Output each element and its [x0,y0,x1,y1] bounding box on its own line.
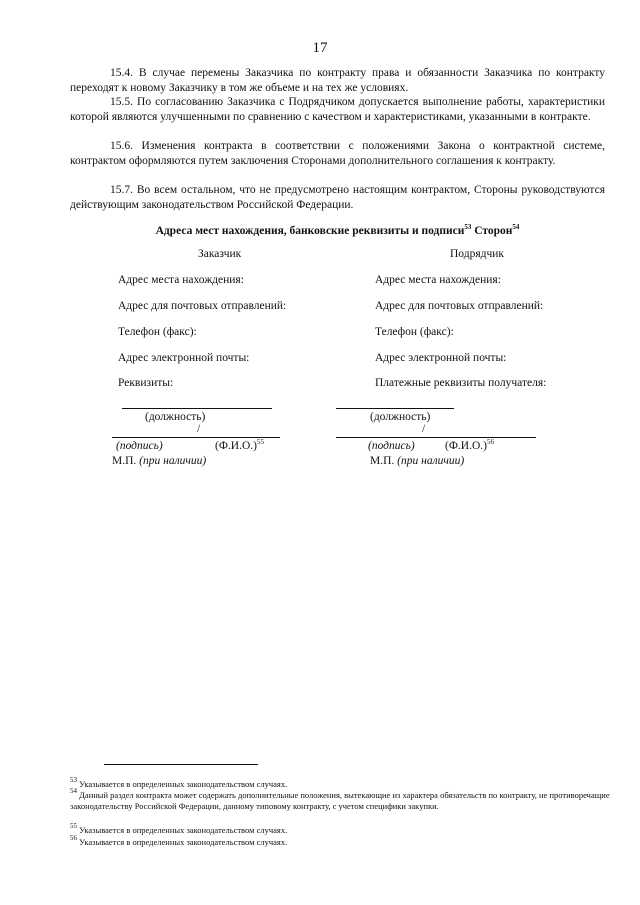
footnote-55: $^{55}$ Указывается в определенных законодательством случаях. [70,822,288,835]
customer-address-label: Адрес места нахождения: [118,274,244,286]
footnote-separator [104,764,258,765]
customer-title: Заказчик [198,248,242,260]
customer-slash: / [197,423,201,435]
paragraph-15-6: 15.6. Изменения контракта в соответствии с положениями Закона о контрактной системе, контрактом оформляются путем заключения Сторонами дополнительного соглашения к контракту. [70,140,605,167]
customer-signature-line [112,437,280,438]
contractor-signature-label: (подпись) [368,440,415,452]
heading-text-1: Адреса мест нахождения, банковские реквизиты и подписи [155,225,465,237]
section-heading [70,225,605,237]
customer-position-line [122,408,272,409]
footnote-ref-54: 54 [512,223,520,231]
paragraph-15-5: 15.5. По согласованию Заказчика с Подрядчиком допускается выполнение работы, характеристики которой являются улучшенными по сравнению с качеством и характеристиками, указанными в контракте. [70,96,605,123]
customer-stamp: М.П. (при наличии) [112,455,207,467]
page-number: 17 [312,40,328,56]
customer-requisites-label: Реквизиты: [118,377,174,389]
customer-email-label: Адрес электронной почты: [118,352,250,364]
contractor-requisites-label: Платежные реквизиты получателя: [375,377,547,389]
contractor-phone-label: Телефон (факс): [375,326,454,338]
customer-signature-label: (подпись) [116,440,163,452]
contractor-fio-label: $(Ф.И.О.)^{56}$ [445,438,494,452]
contractor-postal-label: Адрес для почтовых отправлений: [375,300,544,312]
footnote-54: $^{54}$ Данный раздел контракта может содержать дополнительные положения, вытекающие из характера обязательств по контракту, не противоречащие законодательству Российской Федерации, данному типовому контракту, с учетом специфики закупки. [70,787,610,811]
contractor-title: Подрядчик [450,248,504,260]
contractor-address-label: Адрес места нахождения: [375,274,501,286]
paragraph-15-7: 15.7. Во всем остальном, что не предусмотрено настоящим контрактом, Стороны руководствуются действующим законодательством Российской Федерации. [70,184,605,211]
contractor-slash: / [422,423,426,435]
footnote-ref-53: 53 [464,223,472,231]
heading-text-2: Сторон [471,225,513,237]
customer-phone-label: Телефон (факс): [118,326,197,338]
contractor-position-line [336,408,454,409]
contractor-position-label: (должность) [370,411,431,423]
footnote-56: $^{56}$ Указывается в определенных законодательством случаях. [70,834,288,847]
footnote-53: $^{53}$ Указывается в определенных законодательством случаях. [70,776,288,789]
contractor-email-label: Адрес электронной почты: [375,352,507,364]
paragraph-15-4: 15.4. В случае перемены Заказчика по контракту права и обязанности Заказчика по контракту переходят к новому Заказчику в том же объеме и на тех же условиях. [70,67,605,94]
customer-fio-label: $(Ф.И.О.)^{55}$ [215,438,264,452]
contractor-stamp: М.П. (при наличии) [370,455,465,467]
customer-postal-label: Адрес для почтовых отправлений: [118,300,287,312]
contractor-signature-line [336,437,536,438]
customer-position-label: (должность) [145,411,206,423]
